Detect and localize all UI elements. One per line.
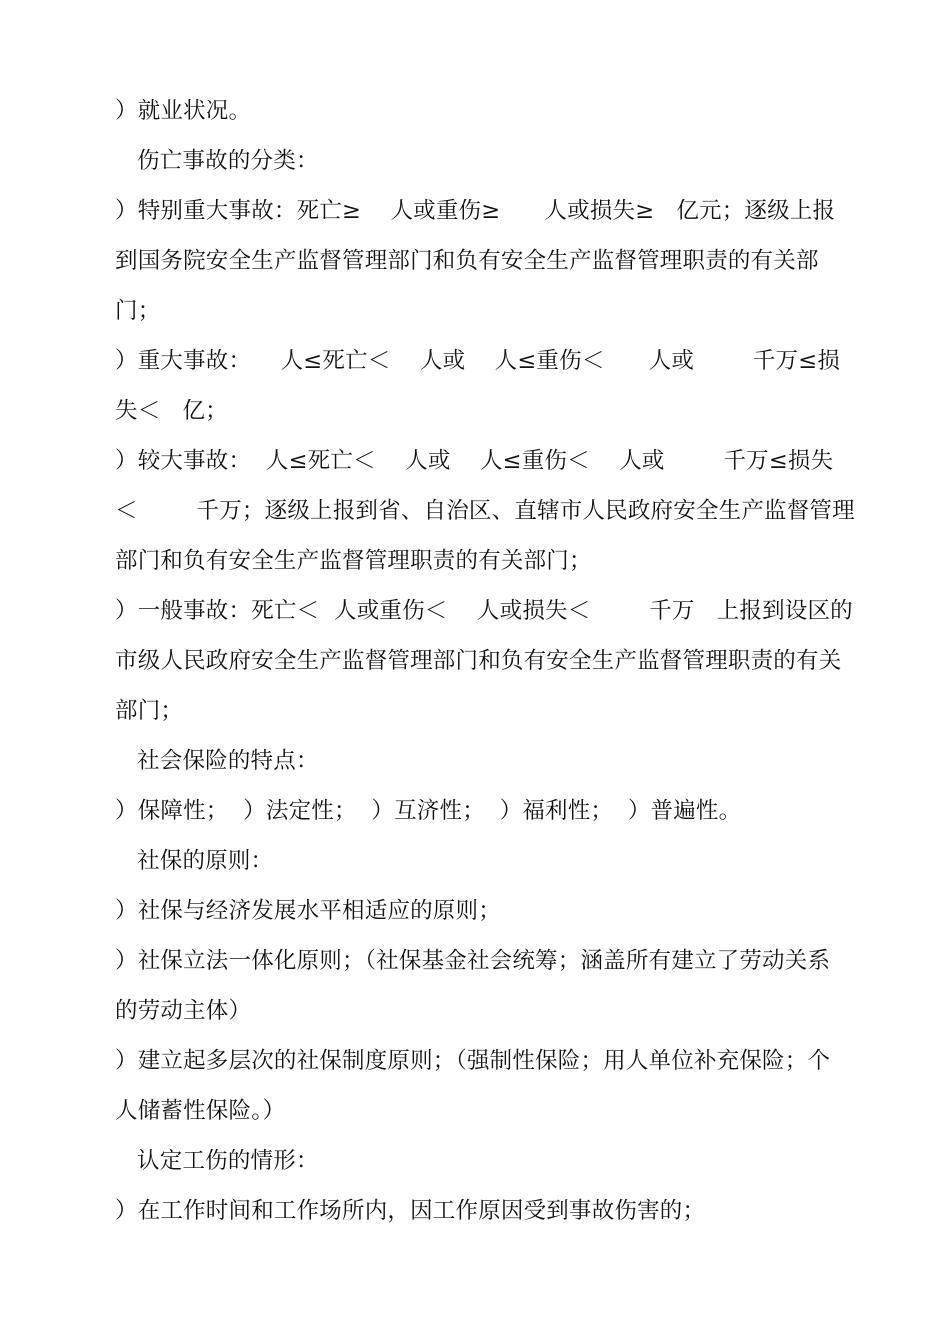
text-line-social-insurance-features: ）保障性； ）法定性； ）互济性； ）福利性； ）普遍性。: [115, 798, 742, 824]
text-line-larger-accident: ）较大事故： 人≤死亡＜ 人或 人≤重伤＜ 人或 千万≤损失: [115, 448, 834, 474]
text-line-especially-major-accident-cont: 到国务院安全生产监督管理部门和负有安全生产监督管理职责的有关部: [115, 248, 819, 274]
heading-work-injury-cases: 认定工伤的情形：: [115, 1148, 319, 1174]
heading-social-security-principles: 社保的原则：: [115, 848, 274, 874]
text-line-principle-unified-legislation: ）社保立法一体化原则；（社保基金社会统筹；涵盖所有建立了劳动关系: [115, 948, 831, 974]
heading-accident-classification: 伤亡事故的分类：: [115, 148, 319, 174]
text-line-major-accident: ）重大事故： 人≤死亡＜ 人或 人≤重伤＜ 人或 千万≤损: [115, 348, 841, 374]
text-line-larger-accident-end: 部门和负有安全生产监督管理职责的有关部门；: [115, 548, 592, 574]
text-line-principle-economic-level: ）社保与经济发展水平相适应的原则；: [115, 898, 501, 924]
text-line-general-accident-cont: 市级人民政府安全生产监督管理部门和负有安全生产监督管理职责的有关: [115, 648, 842, 674]
text-line-general-accident: ）一般事故：死亡＜ 人或重伤＜ 人或损失＜ 千万 上报到设区的: [115, 598, 853, 624]
text-line-principle-multi-level: ）建立起多层次的社保制度原则；（强制性保险；用人单位补充保险；个: [115, 1048, 831, 1074]
text-line-work-injury-case-1: ）在工作时间和工作场所内，因工作原因受到事故伤害的；: [115, 1198, 706, 1224]
text-line-principle-multi-level-end: 人储蓄性保险。）: [115, 1098, 286, 1124]
text-line-especially-major-accident: ）特别重大事故：死亡≥ 人或重伤≥ 人或损失≥ 亿元；逐级上报: [115, 198, 836, 224]
text-line-larger-accident-cont: ＜ 千万；逐级上报到省、自治区、直辖市人民政府安全生产监督管理: [115, 498, 855, 524]
text-line-employment-status: ）就业状况。: [115, 98, 252, 124]
text-line-especially-major-accident-end: 门；: [115, 298, 161, 324]
text-line-general-accident-end: 部门；: [115, 698, 184, 724]
heading-social-insurance-features: 社会保险的特点：: [115, 748, 319, 774]
text-line-principle-unified-legislation-end: 的劳动主体）: [115, 998, 252, 1024]
text-line-major-accident-end: 失＜ 亿；: [115, 398, 228, 424]
